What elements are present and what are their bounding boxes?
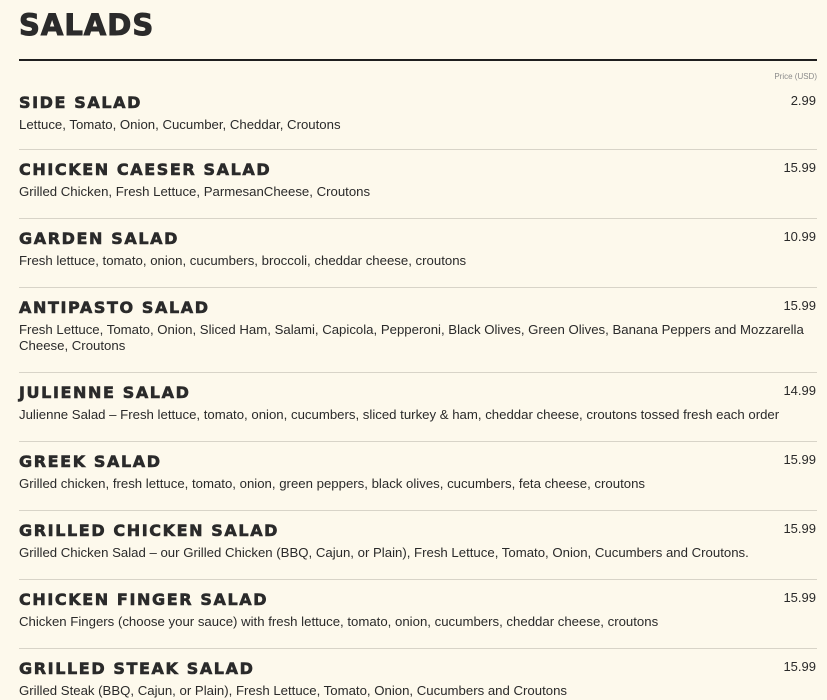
item-description: Grilled Steak (BBQ, Cajun, or Plain), Fresh Lettuce, Tomato, Onion, Cucumbers and Croutons [19, 683, 568, 698]
item-description: Julienne Salad – Fresh lettuce, tomato, onion, cucumbers, sliced turkey & ham, cheddar cheese, croutons tossed fresh each order [19, 407, 780, 422]
menu-item [19, 511, 817, 580]
menu-item [19, 442, 817, 511]
menu-item [19, 219, 817, 288]
item-description: Lettuce, Tomato, Onion, Cucumber, Cheddar, Croutons [19, 117, 341, 132]
item-name: GREEK SALAD [19, 452, 162, 471]
item-description: Grilled chicken, fresh lettuce, tomato, onion, green peppers, black olives, cucumbers, feta cheese, croutons [19, 476, 646, 491]
item-name: ANTIPASTO SALAD [19, 298, 210, 317]
item-description: Fresh Lettuce, Tomato, Onion, Sliced Ham, Salami, Capicola, Pepperoni, Black Olives, Green Olives, Banana Peppers and Mozzarella Cheese, Croutons [19, 322, 804, 353]
item-description: Grilled Chicken Salad – our Grilled Chicken (BBQ, Cajun, or Plain), Fresh Lettuce, Tomato, Onion, Cucumbers and Croutons. [19, 545, 749, 560]
item-name: CHICKEN FINGER SALAD [19, 590, 269, 609]
title-divider [19, 59, 817, 61]
item-price: 15.99 [783, 298, 816, 313]
item-description: Chicken Fingers (choose your sauce) with fresh lettuce, tomato, onion, cucumbers, cheddar cheese, croutons [19, 614, 659, 629]
item-price: 14.99 [783, 383, 816, 398]
item-description: Fresh lettuce, tomato, onion, cucumbers, broccoli, cheddar cheese, croutons [19, 253, 467, 268]
menu-item [19, 84, 817, 150]
item-price: 15.99 [783, 659, 816, 674]
menu-item [19, 373, 817, 442]
item-price: 2.99 [790, 93, 816, 108]
item-name: GRILLED CHICKEN SALAD [19, 521, 280, 540]
item-price: 10.99 [783, 229, 816, 244]
item-price: 15.99 [783, 590, 816, 605]
item-name: GARDEN SALAD [19, 229, 179, 248]
item-name: CHICKEN CAESER SALAD [19, 160, 272, 179]
price-column-header: Price (USD) [774, 72, 817, 81]
item-name: JULIENNE SALAD [19, 383, 191, 402]
item-name: GRILLED STEAK SALAD [19, 659, 255, 678]
item-price: 15.99 [783, 160, 816, 175]
menu-item [19, 580, 817, 649]
section-title: SALADS [19, 8, 155, 42]
menu-item [19, 150, 817, 219]
item-price: 15.99 [783, 452, 816, 467]
menu-item [19, 649, 817, 700]
item-name: SIDE SALAD [19, 93, 143, 112]
menu-item [19, 288, 817, 373]
menu-item-list [19, 84, 817, 700]
item-price: 15.99 [783, 521, 816, 536]
item-description: Grilled Chicken, Fresh Lettuce, ParmesanCheese, Croutons [19, 184, 371, 199]
